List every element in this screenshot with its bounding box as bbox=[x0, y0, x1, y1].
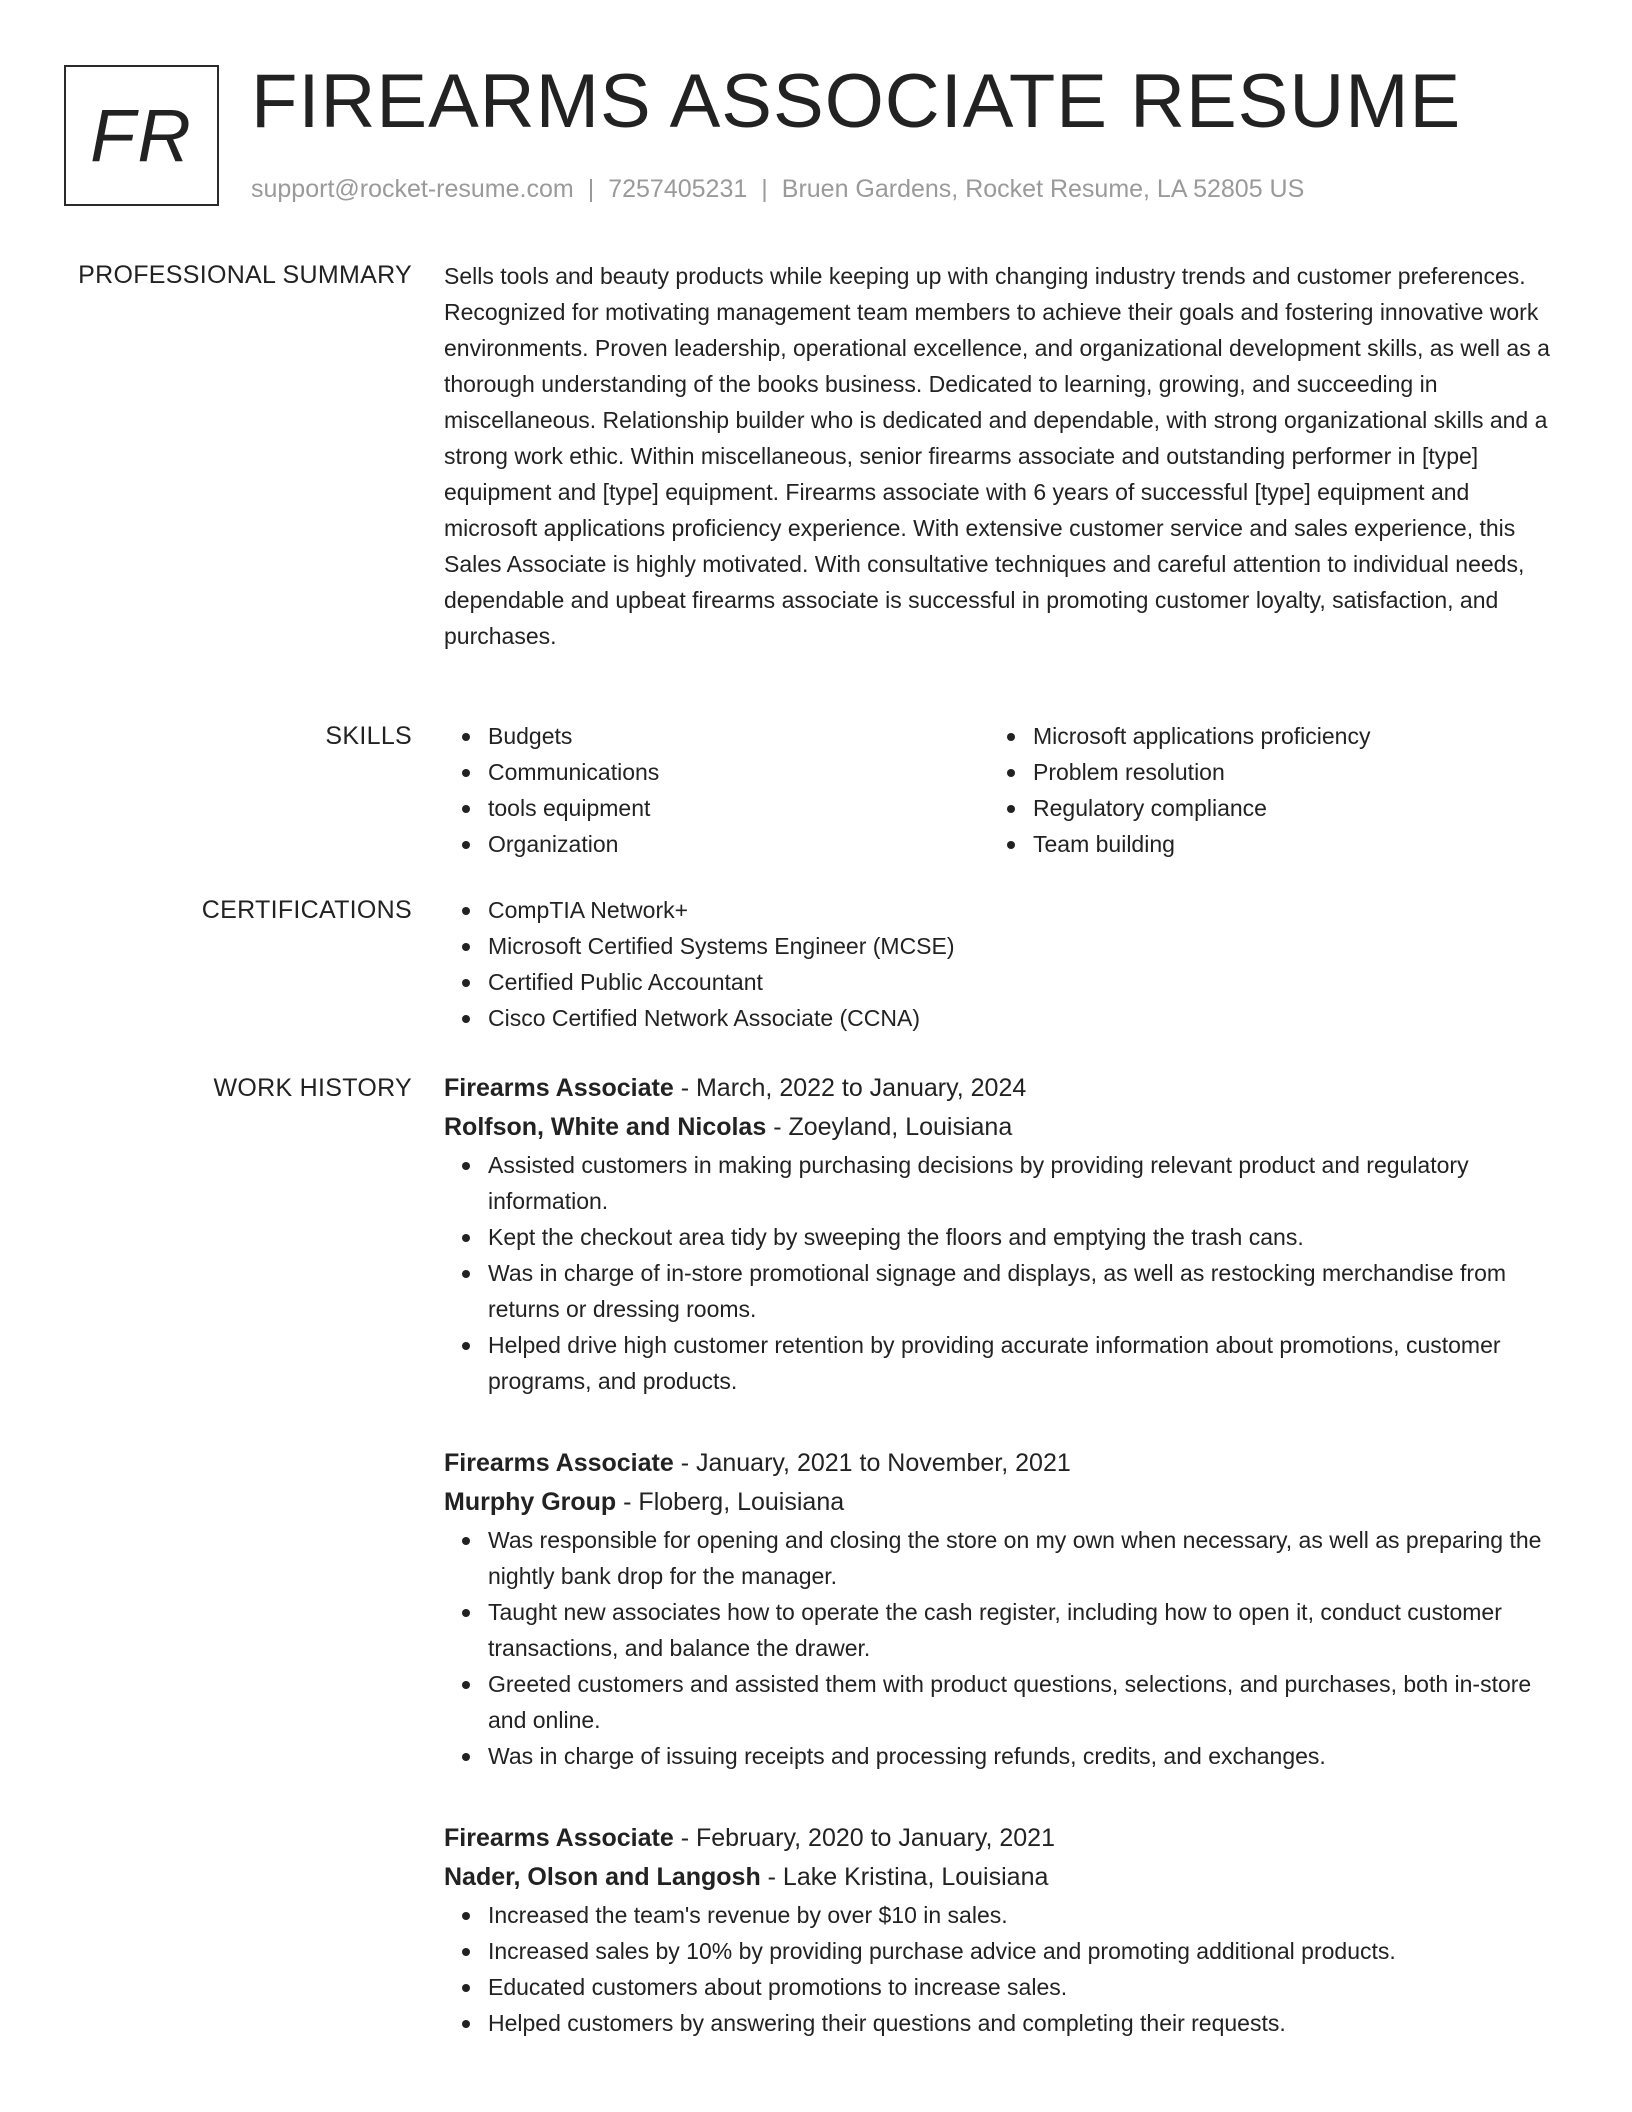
job-bullet: Helped drive high customer retention by providing accurate information about promotions, customer programs, and products. bbox=[488, 1327, 1554, 1399]
skill-item: Budgets bbox=[488, 718, 989, 754]
job-title: Firearms Associate bbox=[444, 1449, 674, 1477]
certification-item: CompTIA Network+ bbox=[488, 892, 1554, 928]
summary-section bbox=[444, 258, 1554, 654]
certifications-section bbox=[444, 892, 1554, 1036]
job-entry bbox=[444, 1069, 1554, 1399]
job-entry bbox=[444, 1444, 1554, 1774]
phone-text: 7257405231 bbox=[608, 175, 748, 203]
certification-item: Microsoft Certified Systems Engineer (MCSE) bbox=[488, 928, 1554, 964]
skills-section bbox=[444, 718, 1554, 862]
section-label-work-history: WORK HISTORY bbox=[213, 1074, 412, 1102]
job-title: Firearms Associate bbox=[444, 1824, 674, 1852]
contact-separator: | bbox=[587, 175, 595, 203]
job-dates: - January, 2021 to November, 2021 bbox=[673, 1449, 1071, 1477]
job-bullet: Was responsible for opening and closing the store on my own when necessary, as well as preparing the nightly bank drop for the manager. bbox=[488, 1522, 1554, 1594]
job-title-line bbox=[444, 1819, 1554, 1858]
job-company: Nader, Olson and Langosh bbox=[444, 1863, 761, 1891]
summary-text: Sells tools and beauty products while keeping up with changing industry trends and customer preferences. Recognized for motivating management team members to achieve their goals and fostering innovative work environments. Proven leadership, operational excellence, and organizational development skills, as well as a thorough understanding of the books business. Dedicated to learning, growing, and succeeding in miscellaneous. Relationship builder who is dedicated and dependable, with strong organizational skills and a strong work ethic. Within miscellaneous, senior firearms associate and outstanding performer in [type] equipment and [type] equipment. Firearms associate with 6 years of successful [type] equipment and microsoft applications proficiency experience. With extensive customer service and sales experience, this Sales Associate is highly motivated. With consultative techniques and careful attention to individual needs, dependable and upbeat firearms associate is successful in promoting customer loyalty, satisfaction, and purchases. bbox=[444, 263, 1550, 649]
skill-item: tools equipment bbox=[488, 790, 989, 826]
job-company-line bbox=[444, 1483, 1554, 1522]
job-bullet: Was in charge of in-store promotional signage and displays, as well as restocking merchandise from returns or dressing rooms. bbox=[488, 1255, 1554, 1327]
skill-item: Team building bbox=[1033, 826, 1534, 862]
job-bullet: Assisted customers in making purchasing decisions by providing relevant product and regulatory information. bbox=[488, 1147, 1554, 1219]
job-bullet: Greeted customers and assisted them with product questions, selections, and purchases, both in-store and online. bbox=[488, 1666, 1554, 1738]
contact-line bbox=[251, 172, 1304, 206]
monogram-badge: FR bbox=[64, 65, 219, 206]
job-company-line bbox=[444, 1108, 1554, 1147]
job-bullet: Kept the checkout area tidy by sweeping the floors and emptying the trash cans. bbox=[488, 1219, 1554, 1255]
skill-item: Organization bbox=[488, 826, 989, 862]
address-text: Bruen Gardens, Rocket Resume, LA 52805 US bbox=[781, 175, 1305, 203]
job-location: - Zoeyland, Louisiana bbox=[766, 1113, 1013, 1141]
job-bullet: Educated customers about promotions to increase sales. bbox=[488, 1969, 1554, 2005]
skill-item: Microsoft applications proficiency bbox=[1033, 718, 1534, 754]
job-bullet: Helped customers by answering their questions and completing their requests. bbox=[488, 2005, 1554, 2041]
section-label-skills: SKILLS bbox=[325, 722, 412, 750]
skill-item: Regulatory compliance bbox=[1033, 790, 1534, 826]
skill-item: Communications bbox=[488, 754, 989, 790]
certification-item: Cisco Certified Network Associate (CCNA) bbox=[488, 1000, 1554, 1036]
certification-item: Certified Public Accountant bbox=[488, 964, 1554, 1000]
job-company: Murphy Group bbox=[444, 1488, 617, 1516]
job-bullet: Increased sales by 10% by providing purchase advice and promoting additional products. bbox=[488, 1933, 1554, 1969]
skill-item: Problem resolution bbox=[1033, 754, 1534, 790]
section-label-summary: PROFESSIONAL SUMMARY bbox=[78, 261, 412, 289]
job-bullet: Taught new associates how to operate the cash register, including how to open it, conduct customer transactions, and balance the drawer. bbox=[488, 1594, 1554, 1666]
job-dates: - March, 2022 to January, 2024 bbox=[673, 1074, 1027, 1102]
job-title-line bbox=[444, 1444, 1554, 1483]
section-label-certifications: CERTIFICATIONS bbox=[201, 896, 412, 924]
job-location: - Lake Kristina, Louisiana bbox=[760, 1863, 1049, 1891]
job-bullet: Was in charge of issuing receipts and processing refunds, credits, and exchanges. bbox=[488, 1738, 1554, 1774]
job-title: Firearms Associate bbox=[444, 1074, 674, 1102]
job-company: Rolfson, White and Nicolas bbox=[444, 1113, 767, 1141]
email-text: support@rocket-resume.com bbox=[251, 175, 574, 203]
page-title: FIREARMS ASSOCIATE RESUME bbox=[251, 59, 1462, 144]
job-company-line bbox=[444, 1858, 1554, 1897]
job-bullet: Increased the team's revenue by over $10 in sales. bbox=[488, 1897, 1554, 1933]
job-title-line bbox=[444, 1069, 1554, 1108]
contact-separator: | bbox=[761, 175, 768, 203]
job-entry bbox=[444, 1819, 1554, 2041]
job-dates: - February, 2020 to January, 2021 bbox=[673, 1824, 1055, 1852]
job-location: - Floberg, Louisiana bbox=[616, 1488, 845, 1516]
